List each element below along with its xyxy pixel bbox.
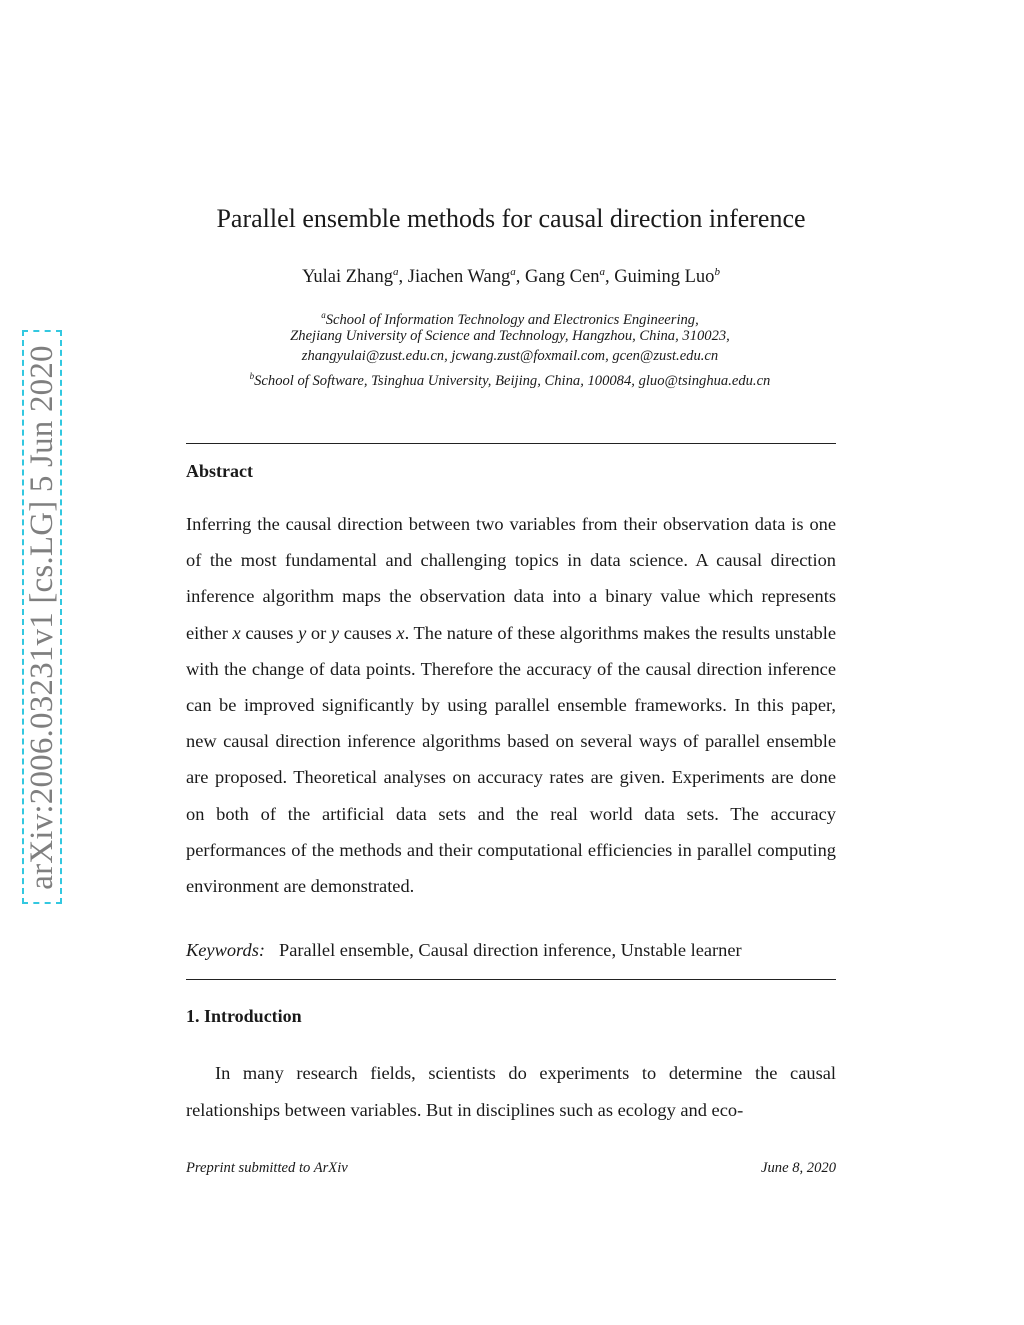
footer-preprint-note: Preprint submitted to ArXiv <box>186 1160 348 1176</box>
affiliation-b-text: School of Software, Tsinghua University, Beijing, China, 100084, gluo@tsinghua.edu.cn <box>254 372 771 389</box>
math-variable: y <box>330 622 340 643</box>
author-affiliation-mark: a <box>599 266 605 278</box>
math-variable: x <box>396 622 405 643</box>
affiliation-b-line <box>160 366 860 391</box>
keywords-label: Keywords: <box>186 940 266 960</box>
abstract-heading: Abstract <box>186 461 253 481</box>
paper-title: Parallel ensemble methods for causal direction inference <box>216 204 806 233</box>
arxiv-identifier-stamp <box>22 330 62 904</box>
keywords-line <box>186 940 836 961</box>
author-affiliation-mark: a <box>510 266 516 278</box>
bottom-divider <box>186 979 836 980</box>
author-affiliation-mark: a <box>393 266 399 278</box>
math-variable: y <box>298 622 307 643</box>
author-list: Yulai Zhang$^a$, Jiachen Wang$^a$, Gang Cen$^a$, Guiming Luo$^b$ <box>302 266 720 288</box>
keywords-text: Parallel ensemble, Causal direction inference, Unstable learner <box>279 940 742 960</box>
math-variable: x <box>232 622 241 643</box>
author-name: Yulai Zhang <box>302 267 393 288</box>
author-name: Gang Cen <box>524 267 600 288</box>
introduction-text: In many research fields, scientists do experiments to determine the causal relationships between variables. But in disciplines such as ecology and eco- <box>186 1063 836 1120</box>
abstract-text: Inferring the causal direction between two variables from their observation data is one of the most fundamental and challenging topics in data science. A causal direction inference algorithm maps the observation data into a binary value which represents either x causes y or y causes x. The nature of these algorithms makes the results unstable with the change of data points. Therefore the accuracy of the causal direction inference can be improved significantly by using parallel ensemble frameworks. In this paper, new causal direction inference algorithms based on several ways of parallel ensemble are proposed. Theoretical analyses on accuracy rates are given. Experiments are done on both of the artificial data sets and the real world data sets. The accuracy performances of the methods and their computational efficiencies in parallel computing environment are demonstrated. <box>186 514 836 897</box>
affiliation-a-text: School of Information Technology and Electronics Engineering, <box>325 311 699 328</box>
affiliation-a-mark: a <box>321 310 326 320</box>
introduction-heading: 1. Introduction <box>186 1006 302 1026</box>
footer-date: June 8, 2020 <box>761 1160 836 1176</box>
author-name: Jiachen Wang <box>407 267 511 288</box>
author-name: Guiming Luo <box>614 267 715 288</box>
top-divider <box>186 443 836 444</box>
affiliation-a-line2: Zhejiang University of Science and Technology, Hangzhou, China, 310023, <box>290 328 730 344</box>
affiliation-a-emails: zhangyulai@zust.edu.cn, jcwang.zust@foxmail.com, gcen@zust.edu.cn <box>301 348 719 364</box>
arxiv-identifier-text: arXiv:2006.03231v1 [cs.LG] 5 Jun 2020 <box>23 344 60 890</box>
author-affiliation-mark: b <box>714 266 720 278</box>
affiliation-b-mark: b <box>249 371 255 381</box>
